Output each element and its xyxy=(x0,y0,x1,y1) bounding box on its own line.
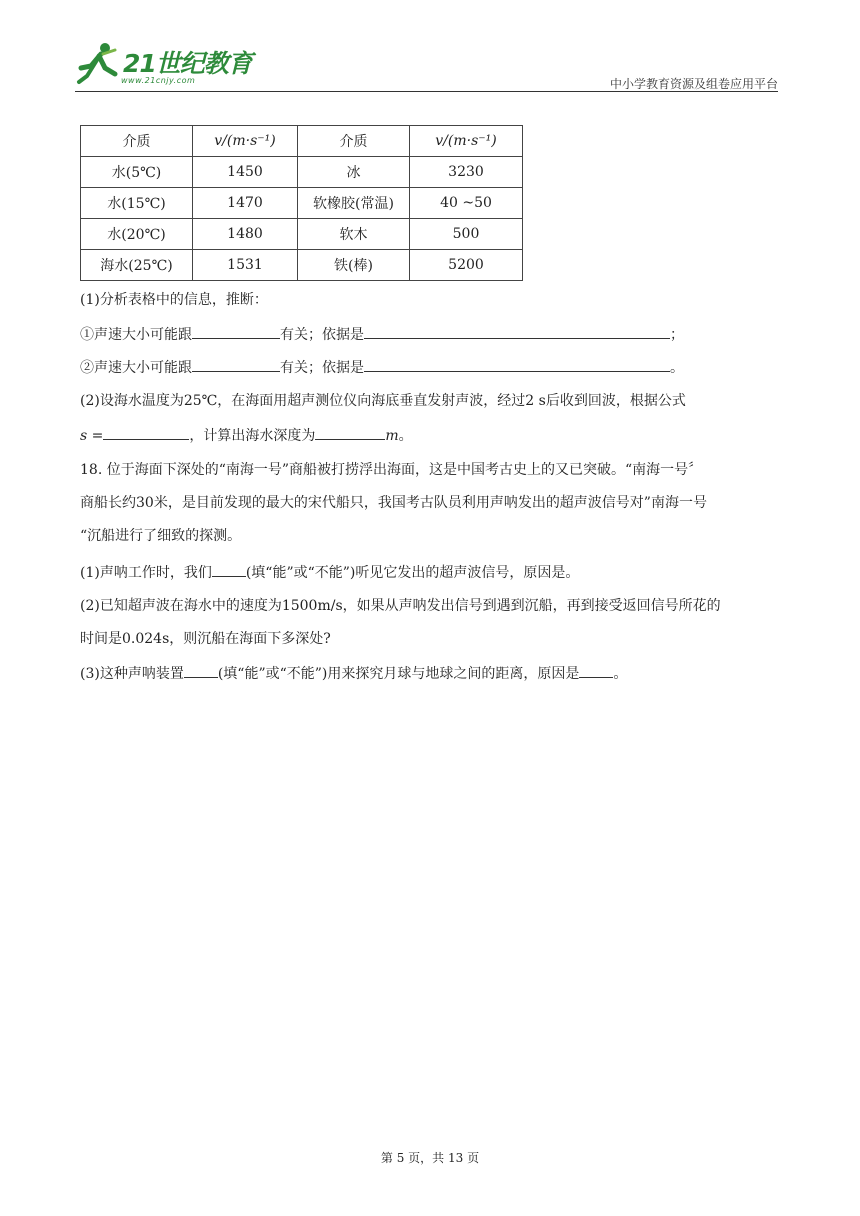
speed-of-sound-table xyxy=(80,125,523,281)
table-cell: 3230 xyxy=(410,157,523,188)
header-cell: 介质 xyxy=(298,126,410,157)
page-number: 第 5 页，共 13 页 xyxy=(380,1151,480,1165)
table-cell: 500 xyxy=(410,219,523,250)
q18-sub3-b: (填“能”或“不能”)用来探究月球与地球之间的距离，原因是 xyxy=(217,666,580,682)
q17-a-mid: 有关；依据是 xyxy=(280,327,364,343)
q17-part1-b xyxy=(80,357,684,378)
q18-sub1-b: (填“能”或“不能”)听见它发出的超声波信号，原因是。 xyxy=(245,565,580,581)
answer-blank[interactable] xyxy=(212,562,246,577)
table-cell: 5200 xyxy=(410,250,523,281)
q18-sub3 xyxy=(80,663,627,684)
answer-blank[interactable] xyxy=(192,324,280,339)
page-header xyxy=(75,38,778,92)
table-cell: 冰 xyxy=(298,157,410,188)
table-cell: 铁(棒) xyxy=(298,250,410,281)
table-cell: 1470 xyxy=(193,188,298,219)
header-cell: v/(m·s⁻¹) xyxy=(193,126,298,157)
table-row xyxy=(81,188,523,219)
q17-part2-line1: (2)设海水温度为25℃，在海面用超声测位仪向海底垂直发射声波，经过2 s后收到回波，根据公式 xyxy=(80,393,686,409)
table-cell: 软橡胶(常温) xyxy=(298,188,410,219)
table-cell: 水(5℃) xyxy=(81,157,193,188)
q17-part1-a xyxy=(80,324,684,345)
q18-sub3-a: (3)这种声呐装置 xyxy=(80,666,184,682)
table-row xyxy=(81,250,523,281)
table-row xyxy=(81,157,523,188)
runner-logo-icon xyxy=(75,40,121,86)
table-header-row xyxy=(81,126,523,157)
answer-blank[interactable] xyxy=(184,663,218,678)
answer-blank[interactable] xyxy=(364,357,670,372)
unit-m: m xyxy=(385,428,399,444)
table-cell: 1450 xyxy=(193,157,298,188)
q18-sub2-line1: (2)已知超声波在海水中的速度为1500m/s，如果从声呐发出信号到遇到沉船，再到接受返回信号所花的 xyxy=(80,598,721,614)
logo-url: www.21cnjy.com xyxy=(121,76,196,85)
table-cell: 40 ~50 xyxy=(410,188,523,219)
header-cell: v/(m·s⁻¹) xyxy=(410,126,523,157)
q17-a-end: ； xyxy=(670,327,684,343)
table-cell: 软木 xyxy=(298,219,410,250)
q18-sub1-a: (1)声呐工作时，我们 xyxy=(80,565,212,581)
answer-blank[interactable] xyxy=(103,425,189,440)
q18-sub2-line2: 时间是0.024s，则沉船在海面下多深处? xyxy=(80,631,331,647)
q18-stem-line2: 商船长约30米，是目前发现的最大的宋代船只，我国考古队员利用声呐发出的超声波信号对”南海一号 xyxy=(80,495,707,511)
header-cell: 介质 xyxy=(81,126,193,157)
formula-s: s = xyxy=(80,428,104,444)
table-cell: 水(20℃) xyxy=(81,219,193,250)
q18-stem-line3: “沉船进行了细致的探测。 xyxy=(80,528,242,544)
answer-blank[interactable] xyxy=(315,425,385,440)
table-cell: 1531 xyxy=(193,250,298,281)
site-logo xyxy=(75,38,265,88)
table-cell: 海水(25℃) xyxy=(81,250,193,281)
q18-sub3-c: 。 xyxy=(613,666,628,682)
table-cell: 水(15℃) xyxy=(81,188,193,219)
header-divider xyxy=(75,91,778,92)
q17-p2-mid: ，计算出海水深度为 xyxy=(189,428,316,444)
q18-stem-line1: 18. 位于海面下深处的“南海一号”商船被打捞浮出海面，这是中国考古史上的又已突破。“南海一号〞 xyxy=(80,462,703,478)
table-cell: 1480 xyxy=(193,219,298,250)
answer-blank[interactable] xyxy=(364,324,670,339)
answer-blank[interactable] xyxy=(192,357,280,372)
q17-b-end: 。 xyxy=(670,360,684,376)
table-row xyxy=(81,219,523,250)
platform-name: 中小学教育资源及组卷应用平台 xyxy=(609,77,778,91)
q17-b-prefix: ②声速大小可能跟 xyxy=(80,360,192,376)
q18-sub1 xyxy=(80,562,579,583)
answer-blank[interactable] xyxy=(579,663,613,678)
logo-text: 21世纪教育 xyxy=(123,49,252,78)
q17-part2-line2 xyxy=(80,425,413,446)
q17-b-mid: 有关；依据是 xyxy=(280,360,364,376)
q17-p2-end: 。 xyxy=(398,428,413,444)
q17-part1-prompt: (1)分析表格中的信息，推断： xyxy=(80,292,268,308)
q17-a-prefix: ①声速大小可能跟 xyxy=(80,327,192,343)
